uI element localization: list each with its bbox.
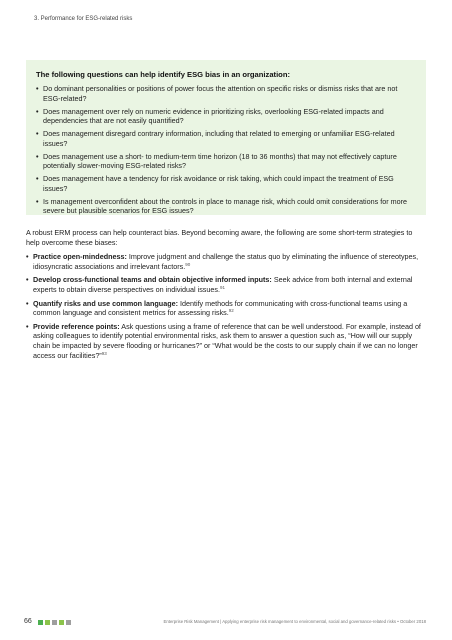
strategy-term: Provide reference points: — [33, 321, 120, 331]
strategy-term: Quantify risks and use common language: — [33, 298, 178, 308]
callout-question-list — [36, 84, 416, 216]
strategy-item — [26, 252, 426, 271]
strategy-text: Improve judgment and challenge the status quo by eliminating the influence of stereotypes, idiosyncratic associations and irrelevant factors. — [33, 252, 419, 271]
strategy-list — [26, 252, 426, 360]
footnote-ref[interactable]: 92 — [228, 308, 234, 314]
footnote-ref[interactable]: 91 — [219, 284, 225, 290]
intro-paragraph: A robust ERM process can help counteract bias. Beyond becoming aware, the following are some short-term strategies to help overcome these biases: — [26, 228, 413, 247]
strategy-term: Practice open-mindedness: — [33, 252, 127, 262]
callout-question: • Does management have a tendency for risk avoidance or risk taking, which could impact the treatment of ESG issues? — [36, 174, 416, 193]
footnote-ref[interactable]: 90 — [185, 261, 191, 267]
footer-document-title: Enterprise Risk Management | Applying enterprise risk management to environmental, social and governance-related risks • October 2018 — [163, 619, 426, 624]
strategy-item — [26, 322, 426, 360]
callout-question: • Do dominant personalities or positions of power focus the attention on specific risks or dismiss risks that are not ESG-related? — [36, 84, 416, 103]
strategy-term: Develop cross-functional teams and obtain objective informed inputs: — [33, 275, 272, 285]
callout-heading: The following questions can help identify ESG bias in an organization: — [36, 70, 290, 79]
callout-question: • Does management disregard contrary information, including that related to emerging or unfamiliar ESG-related issues? — [36, 129, 416, 148]
footer-dot — [52, 620, 57, 625]
callout-question: • Does management use a short- to medium-term time horizon (18 to 36 months) that may not effectively capture potentially slower-moving ESG-related risks? — [36, 152, 416, 171]
page-number: 66 — [24, 618, 32, 625]
esg-bias-callout-box — [26, 60, 426, 215]
footer-dot — [59, 620, 64, 625]
footnote-ref[interactable]: 93 — [101, 350, 107, 356]
section-label: 3. Performance for ESG-related risks — [34, 16, 133, 22]
page-footer — [0, 615, 452, 631]
callout-question: • Does management over rely on numeric evidence in prioritizing risks, overlooking ESG-related impacts and dependencies that are not easily quantified? — [36, 107, 416, 126]
strategy-text: Ask questions using a frame of reference that can be well understood. For example, instead of asking colleagues to identify potential environmental risks, ask them to answer a question such as, “How will our supply chain be impacted by severe flooding or hurricanes?” or “What would be the costs to our supply chain if we can no longer access our facilities?” — [33, 321, 421, 360]
footer-dot — [66, 620, 71, 625]
strategy-text: Seek advice from both internal and external experts to obtain diverse perspectives on individual issues. — [33, 275, 413, 294]
strategy-item — [26, 275, 426, 294]
footer-dot — [45, 620, 50, 625]
strategy-item — [26, 299, 426, 318]
body-section — [26, 228, 426, 364]
strategy-text: Identify methods for communicating with cross-functional teams using a common language and consistent metrics for assessing risks. — [33, 298, 408, 318]
footer-dot — [38, 620, 43, 625]
callout-question: • Is management overconfident about the controls in place to manage risk, which could omit considerations for more severe but plausible scenarios for ESG issues? — [36, 197, 416, 216]
